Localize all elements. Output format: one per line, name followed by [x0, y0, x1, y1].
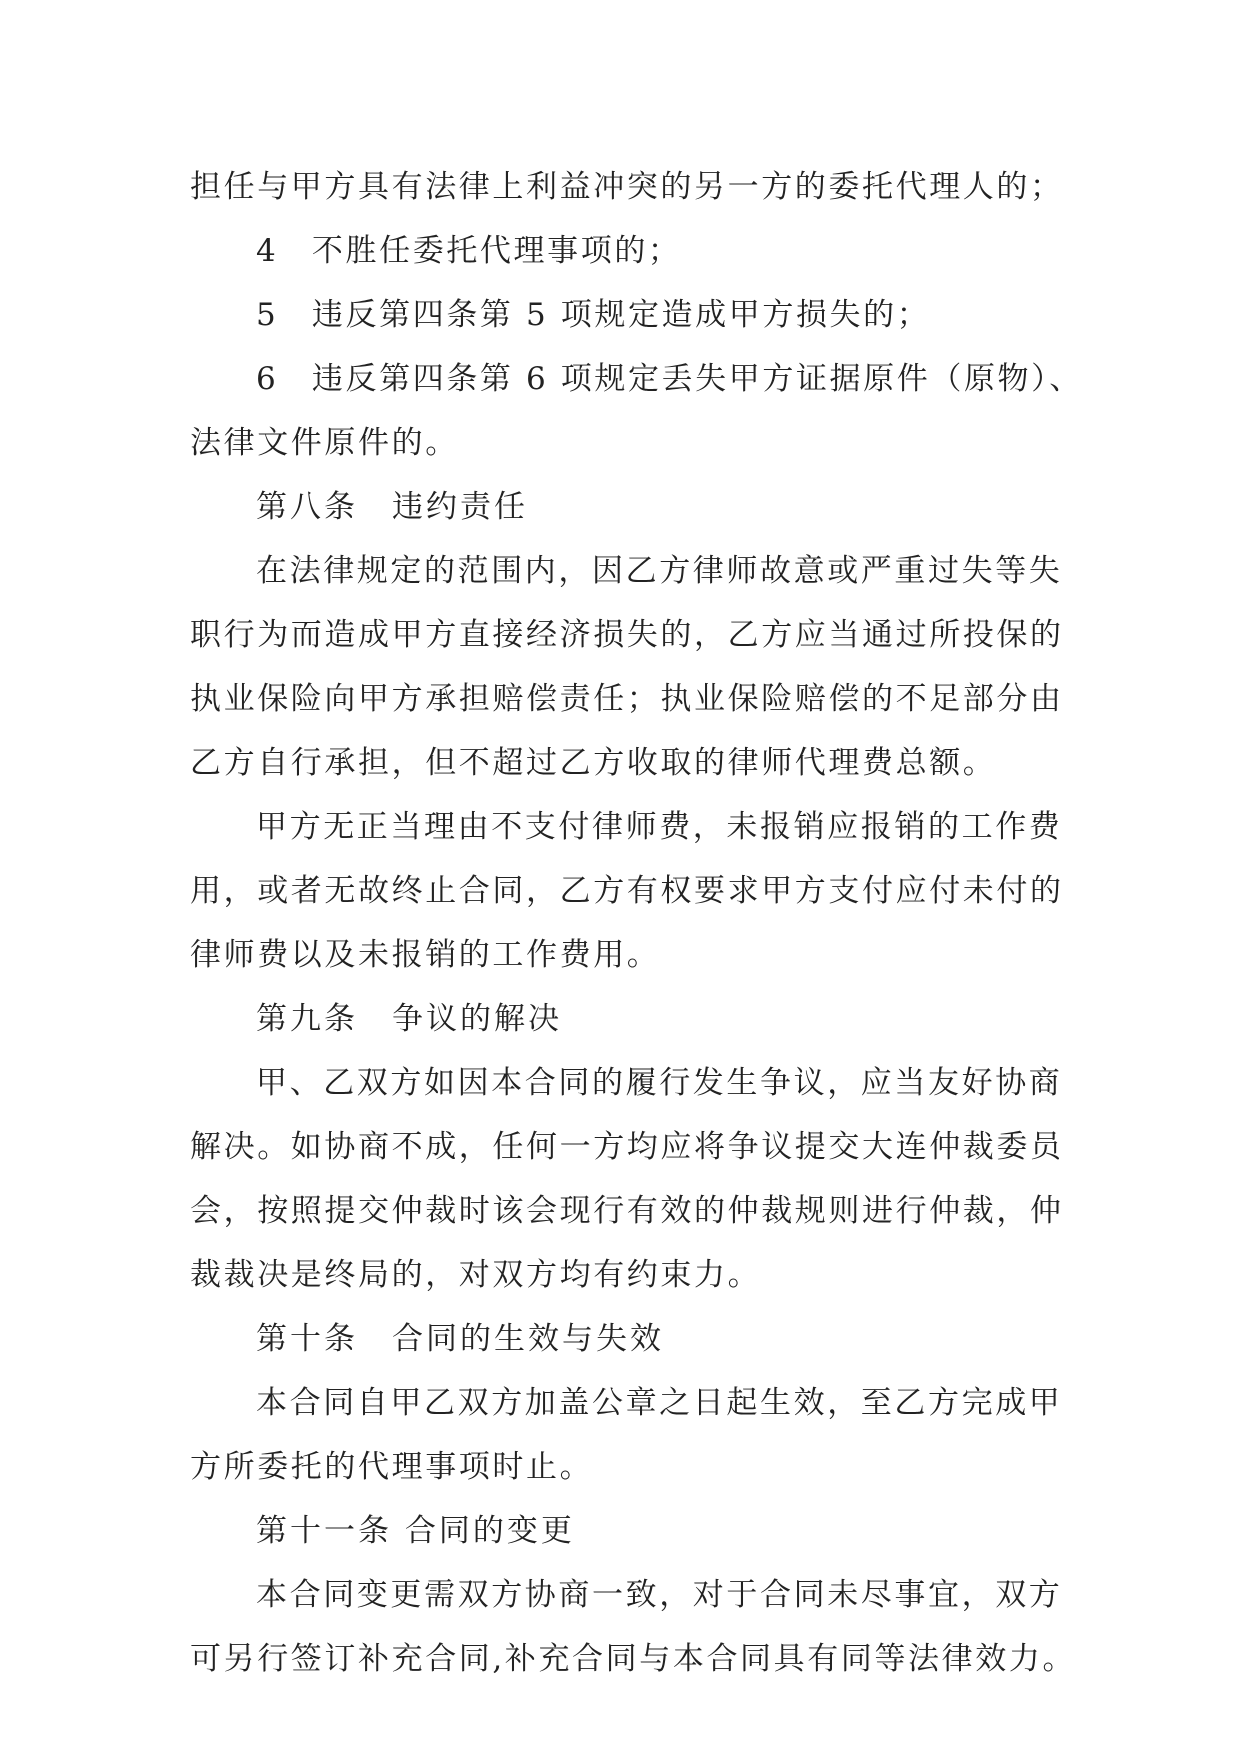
text-line: 法律文件原件的。 — [190, 425, 459, 461]
text-line: 会，按照提交仲裁时该会现行有效的仲裁规则进行仲裁，仲 — [190, 1193, 1064, 1229]
text-line: 裁裁决是终局的，对双方均有约束力。 — [190, 1257, 762, 1293]
text-line: 甲、乙双方如因本合同的履行发生争议，应当友好协商 — [256, 1065, 1063, 1101]
text-line: 用，或者无故终止合同，乙方有权要求甲方支付应付未付的 — [190, 873, 1064, 909]
text-line: 甲方无正当理由不支付律师费，未报销应报销的工作费 — [256, 809, 1063, 845]
text-line: 可另行签订补充合同,补充合同与本合同具有同等法律效力。 — [190, 1641, 1077, 1677]
text-line: 乙方自行承担，但不超过乙方收取的律师代理费总额。 — [190, 745, 997, 781]
article-heading: 第八条 违约责任 — [256, 489, 528, 525]
article-heading: 第九条 争议的解决 — [256, 1001, 562, 1037]
text-line: 解决。如协商不成，任何一方均应将争议提交大连仲裁委员 — [190, 1129, 1064, 1165]
article-heading: 第十条 合同的生效与失效 — [256, 1321, 664, 1357]
list-item: 5 违反第四条第 5 项规定造成甲方损失的； — [256, 297, 931, 333]
article-heading: 第十一条 合同的变更 — [256, 1513, 575, 1549]
text-line: 本合同变更需双方协商一致，对于合同未尽事宜，双方 — [256, 1577, 1063, 1613]
document-body — [190, 155, 1083, 1691]
text-line: 本合同自甲乙双方加盖公章之日起生效，至乙方完成甲 — [256, 1385, 1063, 1421]
list-item: 6 违反第四条第 6 项规定丢失甲方证据原件（原物）、 — [256, 361, 1083, 397]
text-line: 执业保险向甲方承担赔偿责任；执业保险赔偿的不足部分由 — [190, 681, 1064, 717]
text-line: 方所委托的代理事项时止。 — [190, 1449, 594, 1485]
text-line: 担任与甲方具有法律上利益冲突的另一方的委托代理人的； — [190, 169, 1064, 205]
text-line: 在法律规定的范围内，因乙方律师故意或严重过失等失 — [256, 553, 1063, 589]
list-item: 4 不胜任委托代理事项的； — [256, 233, 682, 269]
text-line: 律师费以及未报销的工作费用。 — [190, 937, 661, 973]
text-line: 职行为而造成甲方直接经济损失的，乙方应当通过所投保的 — [190, 617, 1064, 653]
